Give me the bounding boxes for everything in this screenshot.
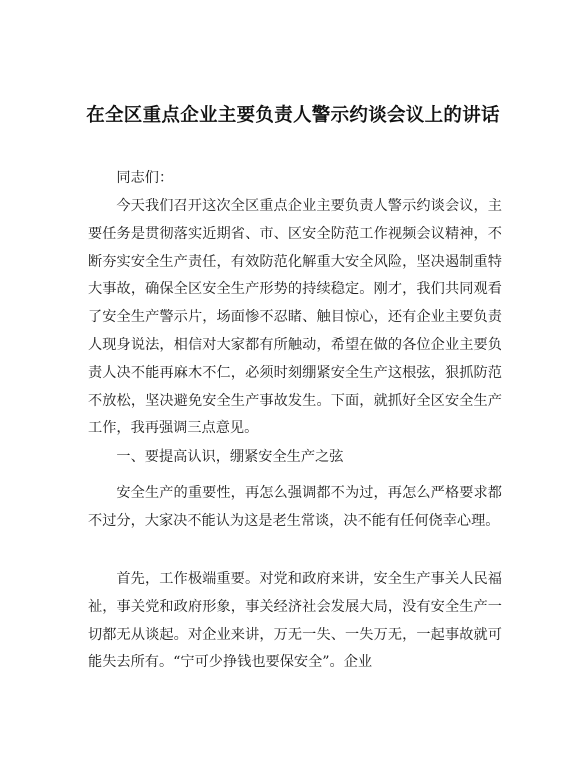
- paragraph-first: 首先，工作极端重要。对党和政府来讲，安全生产事关人民福祉，事关党和政府形象，事关经济社会发展大局，没有安全生产一切都无从谈起。对企业来讲，万无一失、一失万无，一起事故就可能失去所有。“宁可少挣钱也要保安全”。企业: [88, 571, 502, 671]
- section-1-body: [88, 480, 502, 536]
- section-1-body-2: [88, 566, 502, 677]
- section-1: [88, 444, 502, 472]
- section-heading-1: 一、要提高认识，绷紧安全生产之弦: [116, 449, 344, 465]
- paragraph-intro: 今天我们召开这次全区重点企业主要负责人警示约谈会议，主要任务是贯彻落实近期省、市、区安全防范工作视频会议精神，不断夯实安全生产责任，有效防范化解重大安全风险，坚决遏制重特大事故，确保全区安全生产形势的持续稳定。刚才，我们共同观看了安全生产警示片，场面惨不忍睹、触目惊心，还有企业主要负责人现身说法，相信对大家都有所触动，希望在做的各位企业主要负责人决不能再麻木不仁，必须时刻绷紧安全生产这根弦，狠抓防范不放松，坚决避免安全生产事故发生。下面，就抓好全区安全生产工作，我再强调三点意见。: [88, 198, 502, 437]
- document-title: 在全区重点企业主要负责人警示约谈会议上的讲话: [86, 105, 500, 126]
- paragraph-importance: 安全生产的重要性，再怎么强调都不为过，再怎么严格要求都不过分，大家决不能认为这是老生常谈，决不能有任何侥幸心理。: [88, 485, 502, 529]
- document-body: [88, 193, 502, 443]
- salutation: 同志们：: [116, 170, 174, 186]
